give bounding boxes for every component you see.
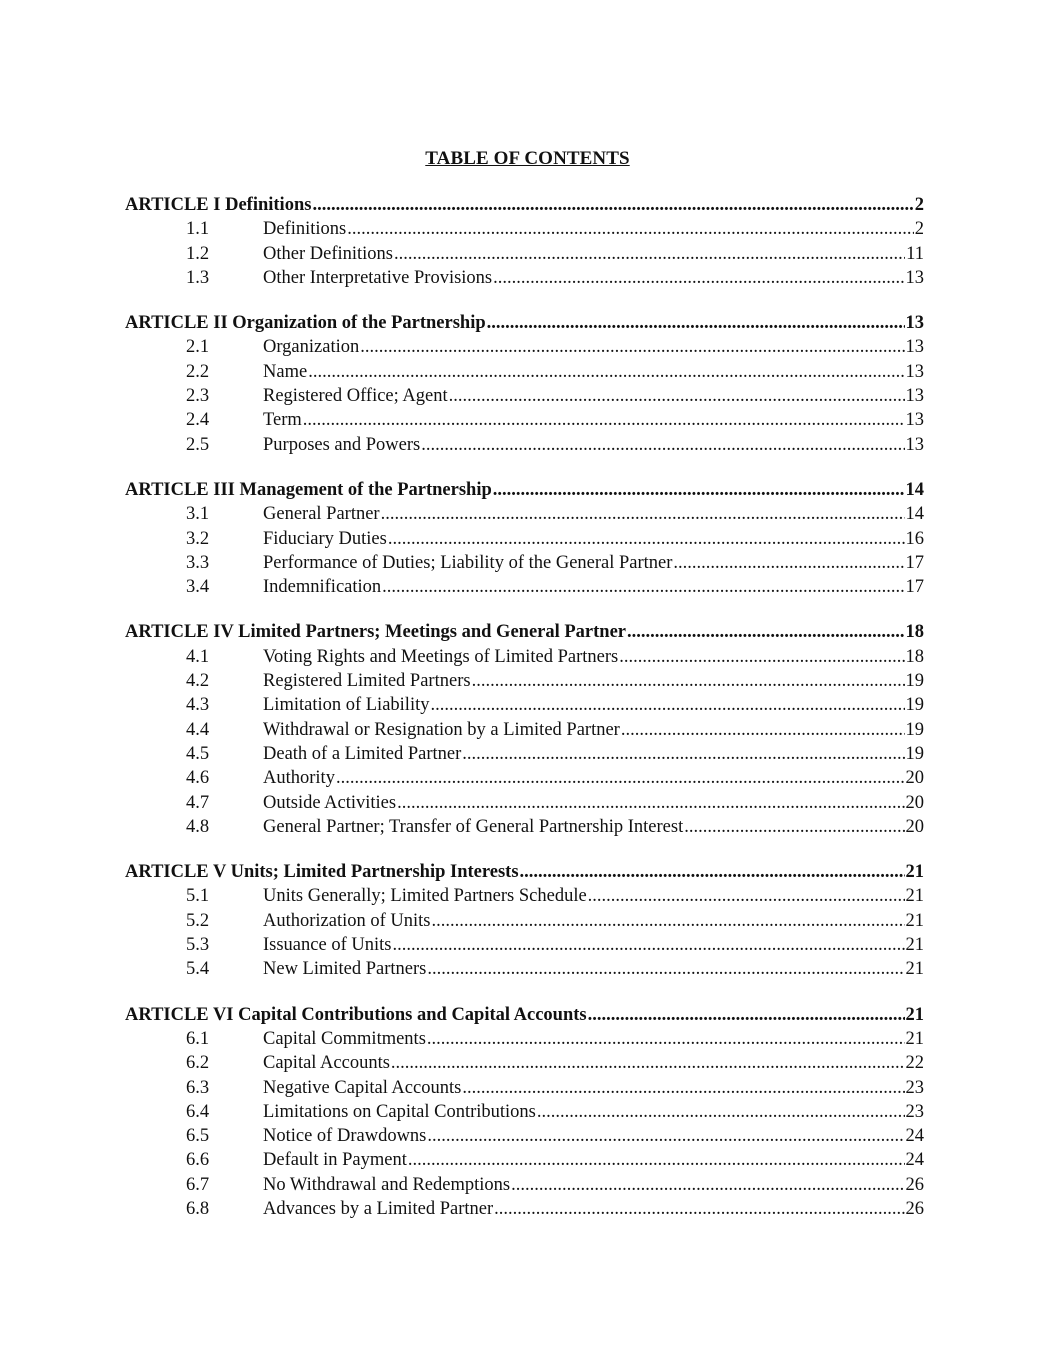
dot-leader — [449, 384, 905, 408]
dot-leader — [392, 933, 904, 957]
toc-article-heading[interactable] — [125, 193, 924, 217]
dot-leader — [621, 718, 905, 742]
toc-section-entry[interactable] — [125, 335, 924, 359]
section-number: 2.2 — [186, 361, 210, 382]
page-number: 23 — [905, 1101, 924, 1122]
page-number: 2 — [914, 219, 924, 240]
section-number: 4.6 — [186, 768, 210, 789]
section-number: 3.4 — [186, 577, 210, 598]
dot-leader — [360, 335, 904, 359]
page-number: 22 — [905, 1053, 924, 1074]
section-number: 4.8 — [186, 816, 210, 837]
page-number: 17 — [905, 552, 924, 573]
toc-article-heading[interactable] — [125, 478, 924, 502]
section-title: Purposes and Powers — [263, 434, 421, 455]
section-number: 6.7 — [186, 1174, 210, 1195]
section-title: Authorization of Units — [263, 910, 431, 931]
toc-section-entry[interactable] — [125, 1173, 924, 1197]
toc-section-entry[interactable] — [125, 1100, 924, 1124]
page-title: TABLE OF CONTENTS — [425, 148, 630, 169]
page-number: 13 — [905, 337, 924, 358]
page-number: 2 — [914, 195, 924, 215]
dot-leader — [627, 620, 904, 644]
section-number: 2.4 — [186, 410, 210, 431]
dot-leader — [432, 909, 905, 933]
section-number: 5.2 — [186, 910, 210, 931]
toc-section-entry[interactable] — [125, 1051, 924, 1075]
dot-leader — [520, 860, 905, 884]
dot-leader — [394, 242, 905, 266]
page-number: 16 — [905, 528, 924, 549]
section-number: 5.3 — [186, 935, 210, 956]
section-title: Outside Activities — [263, 792, 397, 813]
page-number: 14 — [905, 479, 924, 500]
dot-leader — [430, 693, 904, 717]
page-number: 17 — [905, 577, 924, 598]
section-title: Limitation of Liability — [263, 695, 430, 716]
section-title: Authority — [263, 768, 335, 789]
page-number: 11 — [906, 243, 924, 264]
page-number: 13 — [905, 361, 924, 382]
section-title: General Partner — [263, 504, 380, 525]
dot-leader — [493, 478, 905, 502]
toc-section-entry[interactable] — [125, 527, 924, 551]
section-number: 1.3 — [186, 267, 210, 288]
page-number: 21 — [905, 886, 924, 907]
page-number: 24 — [905, 1126, 924, 1147]
page-number: 13 — [905, 386, 924, 407]
toc-section-entry[interactable] — [125, 384, 924, 408]
section-title: Issuance of Units — [263, 935, 392, 956]
toc-article-heading[interactable] — [125, 311, 924, 335]
article-title: ARTICLE IV Limited Partners; Meetings and General Partner — [125, 622, 627, 643]
toc-section-entry[interactable] — [125, 693, 924, 717]
section-number: 6.8 — [186, 1198, 210, 1219]
dot-leader — [347, 217, 914, 241]
toc-section-entry[interactable] — [125, 742, 924, 766]
section-number: 5.4 — [186, 959, 210, 980]
article-title: ARTICLE VI Capital Contributions and Capital Accounts — [125, 1004, 587, 1025]
toc-section-entry[interactable] — [125, 766, 924, 790]
toc-section-entry[interactable] — [125, 217, 924, 241]
section-title: Name — [263, 361, 308, 382]
toc-article-heading[interactable] — [125, 860, 924, 884]
section-number: 2.3 — [186, 386, 210, 407]
section-title: No Withdrawal and Redemptions — [263, 1174, 511, 1195]
dot-leader — [673, 551, 904, 575]
dot-leader — [511, 1173, 904, 1197]
section-number: 4.7 — [186, 792, 210, 813]
page-number: 13 — [905, 313, 924, 334]
dot-leader — [303, 408, 905, 432]
page-number: 19 — [905, 719, 924, 740]
page-number: 20 — [905, 792, 924, 813]
dot-leader — [397, 791, 904, 815]
article-title: ARTICLE II Organization of the Partnership — [125, 313, 486, 334]
page-number: 13 — [905, 267, 924, 288]
section-title: Registered Office; Agent — [263, 386, 448, 407]
toc-article — [125, 620, 924, 839]
section-number: 6.6 — [186, 1150, 210, 1171]
toc-article-heading[interactable] — [125, 620, 924, 644]
section-title: Limitations on Capital Contributions — [263, 1101, 536, 1122]
section-title: New Limited Partners — [263, 959, 427, 980]
section-number: 6.5 — [186, 1126, 210, 1147]
toc-section-entry[interactable] — [125, 433, 924, 457]
section-title: Registered Limited Partners — [263, 671, 471, 692]
toc-section-entry[interactable] — [125, 884, 924, 908]
section-number: 3.1 — [186, 504, 210, 525]
section-number: 2.1 — [186, 337, 210, 358]
page-number: 20 — [905, 768, 924, 789]
dot-leader — [427, 1124, 904, 1148]
toc-section-entry[interactable] — [125, 815, 924, 839]
toc-article — [125, 311, 924, 457]
page-number: 21 — [905, 862, 924, 883]
toc-section-entry[interactable] — [125, 669, 924, 693]
section-title: Negative Capital Accounts — [263, 1077, 462, 1098]
page-number: 14 — [905, 504, 924, 525]
toc-article — [125, 193, 924, 290]
section-number: 6.2 — [186, 1053, 210, 1074]
section-number: 4.4 — [186, 719, 210, 740]
section-title: Other Interpretative Provisions — [263, 267, 493, 288]
page-number: 23 — [905, 1077, 924, 1098]
page-number: 21 — [905, 935, 924, 956]
toc-section-entry[interactable] — [125, 1076, 924, 1100]
toc-section-entry[interactable] — [125, 502, 924, 526]
toc-article — [125, 1003, 924, 1222]
dot-leader — [408, 1148, 905, 1172]
toc-article-heading[interactable] — [125, 1003, 924, 1027]
toc-section-entry[interactable] — [125, 360, 924, 384]
dot-leader — [427, 1027, 905, 1051]
section-title: Withdrawal or Resignation by a Limited Partner — [263, 719, 620, 740]
dot-leader — [427, 957, 904, 981]
toc-section-entry[interactable] — [125, 575, 924, 599]
dot-leader — [619, 645, 904, 669]
page-number: 24 — [905, 1150, 924, 1171]
section-number: 4.3 — [186, 695, 210, 716]
toc-article — [125, 478, 924, 599]
page-number: 18 — [905, 646, 924, 667]
dot-leader — [588, 884, 905, 908]
dot-leader — [472, 669, 905, 693]
page-number: 21 — [905, 1004, 924, 1025]
section-number: 4.1 — [186, 646, 210, 667]
dot-leader — [462, 742, 904, 766]
page-number: 19 — [905, 695, 924, 716]
section-title: Capital Accounts — [263, 1053, 390, 1074]
section-number: 2.5 — [186, 434, 210, 455]
page-number: 21 — [905, 910, 924, 931]
toc-section-entry[interactable] — [125, 1197, 924, 1221]
article-title: ARTICLE III Management of the Partnership — [125, 479, 492, 500]
page-number: 13 — [905, 434, 924, 455]
section-title: Term — [263, 410, 302, 431]
dot-leader — [312, 193, 913, 217]
toc-section-entry[interactable] — [125, 1124, 924, 1148]
section-title: Default in Payment — [263, 1150, 407, 1171]
article-title: ARTICLE I Definitions — [125, 195, 312, 215]
section-number: 6.1 — [186, 1028, 210, 1049]
section-title: Other Definitions — [263, 243, 393, 264]
dot-leader — [537, 1100, 905, 1124]
toc-section-entry[interactable] — [125, 909, 924, 933]
section-title: Indemnification — [263, 577, 382, 598]
section-number: 1.1 — [186, 219, 210, 240]
dot-leader — [494, 1197, 904, 1221]
toc-section-entry[interactable] — [125, 266, 924, 290]
page-number: 18 — [905, 622, 924, 643]
dot-leader — [462, 1076, 904, 1100]
toc-section-entry[interactable] — [125, 718, 924, 742]
dot-leader — [336, 766, 905, 790]
toc-article — [125, 860, 924, 981]
dot-leader — [388, 527, 905, 551]
page-number: 19 — [905, 743, 924, 764]
article-title: ARTICLE V Units; Limited Partnership Interests — [125, 862, 519, 883]
section-title: Performance of Duties; Liability of the General Partner — [263, 552, 673, 573]
section-title: Fiduciary Duties — [263, 528, 387, 549]
dot-leader — [382, 575, 904, 599]
toc-section-entry[interactable] — [125, 408, 924, 432]
section-title: Advances by a Limited Partner — [263, 1198, 494, 1219]
toc-section-entry[interactable] — [125, 1148, 924, 1172]
dot-leader — [381, 502, 905, 526]
dot-leader — [684, 815, 904, 839]
dot-leader — [493, 266, 904, 290]
dot-leader — [487, 311, 905, 335]
dot-leader — [308, 360, 904, 384]
section-number: 3.3 — [186, 552, 210, 573]
page-number: 21 — [905, 959, 924, 980]
section-title: Organization — [263, 337, 360, 358]
page-number: 26 — [905, 1198, 924, 1219]
page-number: 26 — [905, 1174, 924, 1195]
section-title: General Partner; Transfer of General Partnership Interest — [263, 816, 684, 837]
section-title: Notice of Drawdowns — [263, 1126, 427, 1147]
toc-section-entry[interactable] — [125, 791, 924, 815]
section-title: Capital Commitments — [263, 1028, 426, 1049]
section-number: 5.1 — [186, 886, 210, 907]
section-number: 6.4 — [186, 1101, 210, 1122]
page-number: 20 — [905, 816, 924, 837]
toc-section-entry[interactable] — [125, 551, 924, 575]
section-number: 4.2 — [186, 671, 210, 692]
dot-leader — [421, 433, 904, 457]
table-of-contents — [125, 193, 924, 1242]
page-number: 19 — [905, 671, 924, 692]
section-title: Death of a Limited Partner — [263, 743, 462, 764]
section-number: 4.5 — [186, 743, 210, 764]
section-number: 1.2 — [186, 243, 210, 264]
toc-section-entry[interactable] — [125, 242, 924, 266]
toc-section-entry[interactable] — [125, 1027, 924, 1051]
dot-leader — [391, 1051, 905, 1075]
section-number: 3.2 — [186, 528, 210, 549]
section-title: Voting Rights and Meetings of Limited Partners — [263, 646, 619, 667]
toc-section-entry[interactable] — [125, 645, 924, 669]
page-number: 13 — [905, 410, 924, 431]
dot-leader — [588, 1003, 905, 1027]
section-title: Definitions — [263, 219, 347, 240]
toc-section-entry[interactable] — [125, 933, 924, 957]
section-number: 6.3 — [186, 1077, 210, 1098]
page-number: 21 — [905, 1028, 924, 1049]
section-title: Units Generally; Limited Partners Schedule — [263, 886, 587, 907]
toc-section-entry[interactable] — [125, 957, 924, 981]
